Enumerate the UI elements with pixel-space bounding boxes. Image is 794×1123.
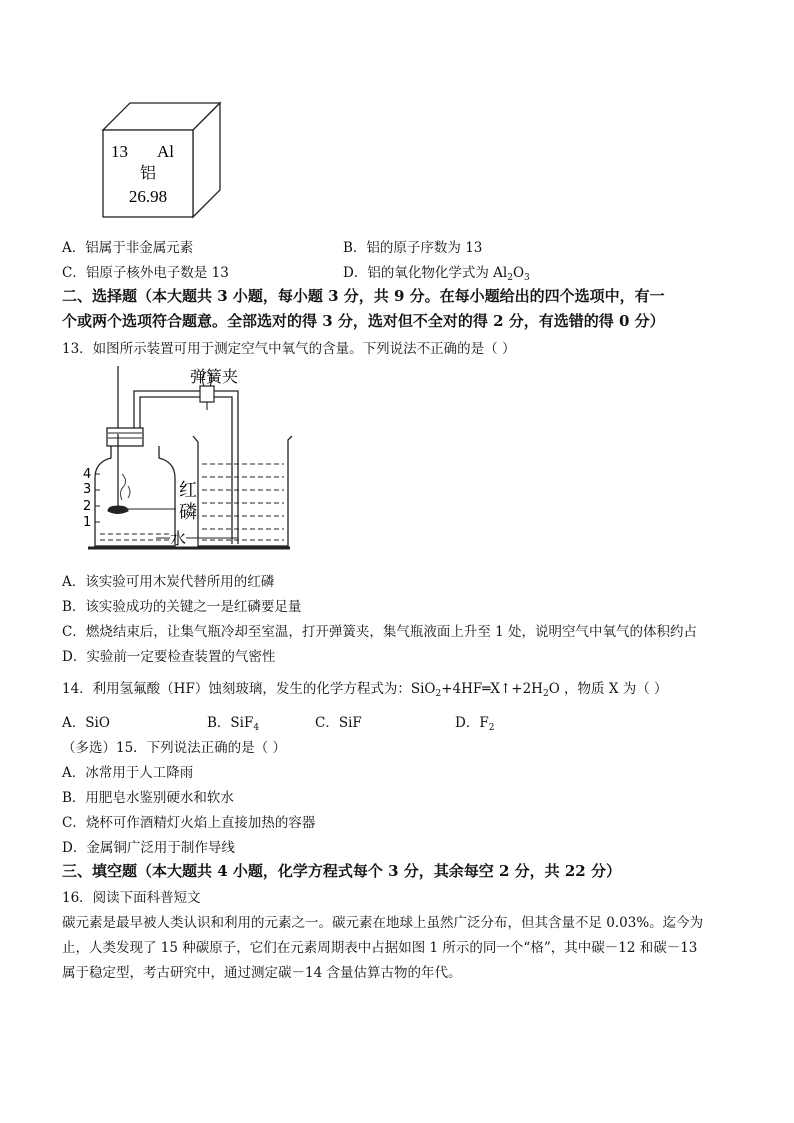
scale-mark-1: 1 (83, 515, 92, 530)
q16-stem: 16．阅读下面科普短文 (62, 890, 201, 906)
q12-option-d: D．铝的氧化物化学式为 $Al_2O_3$ (343, 265, 530, 283)
q12-option-c: C．铝原子核外电子数是 13 (62, 265, 229, 281)
section2-heading-line1: 二、选择题（本大题共 3 小题，每小题 3 分，共 9 分。在每小题给出的四个选项中，有一 (62, 287, 665, 305)
q14-option-b: B．SiF$_4$ (207, 715, 260, 733)
section3-heading: 三、填空题（本大题共 4 小题，化学方程式每个 3 分，其余每空 2 分，共 22 分） (62, 862, 621, 880)
q16-paragraph-line3: 属于稳定型，考古研究中，通过测定碳－14 含量估算古物的年代。 (62, 965, 462, 981)
red-phosphorus-label-1: 红 (179, 480, 197, 501)
q14-stem: 14．利用氢氟酸（HF）蚀刻玻璃，发生的化学方程式为：$SiO_2+4HF═X↑+2H_2O$ ，物质 X 为（ ） (62, 681, 668, 699)
red-phosphorus-label-2: 磷 (179, 502, 197, 523)
q13-option-c: C．燃烧结束后，让集气瓶冷却至室温，打开弹簧夹，集气瓶液面上升至 1 处，说明空气中氧气的体积约占 (62, 624, 697, 640)
q15-option-d: D．金属铜广泛用于制作导线 (62, 840, 235, 856)
scale-mark-4: 4 (83, 467, 92, 482)
scale-mark-2: 2 (83, 499, 92, 514)
q13-option-a: A．该实验可用木炭代替所用的红磷 (62, 574, 275, 590)
water-label: 水 (170, 529, 187, 548)
oxygen-measurement-apparatus (78, 366, 293, 556)
q15-stem: （多选）15．下列说法正确的是（ ） (62, 740, 286, 756)
element-mass: 26.98 (128, 187, 168, 206)
q12-option-b: B．铝的原子序数为 13 (343, 240, 483, 256)
element-number: 13 (111, 142, 128, 161)
q12-option-a: A．铝属于非金属元素 (62, 240, 194, 256)
q16-paragraph-line1: 碳元素是最早被人类认识和利用的元素之一。碳元素在地球上虽然广泛分布，但其含量不足 0.03%。迄今为 (62, 915, 704, 931)
scale-mark-3: 3 (83, 482, 92, 497)
q13-option-b: B．该实验成功的关键之一是红磷要足量 (62, 599, 302, 615)
element-name: 铝 (139, 163, 157, 182)
q16-paragraph-line2: 止，人类发现了 15 种碳原子，它们在元素周期表中占据如图 1 所示的同一个“格”，其中碳－12 和碳－13 (62, 940, 698, 956)
q15-option-b: B．用肥皂水鉴别硬水和软水 (62, 790, 234, 806)
aluminum-element-card (100, 100, 225, 220)
q13-option-d: D．实验前一定要检查装置的气密性 (62, 649, 276, 665)
element-symbol: Al (157, 142, 174, 161)
section2-heading-line2: 个或两个选项符合题意。全部选对的得 3 分，选对但不全对的得 2 分，有选错的得 0 分） (62, 312, 665, 330)
clamp-label: 弹簧夹 (190, 367, 239, 386)
q14-option-a: A．SiO (62, 715, 110, 731)
q13-stem: 13．如图所示装置可用于测定空气中氧气的含量。下列说法不正确的是（ ） (62, 341, 516, 357)
q15-option-a: A．冰常用于人工降雨 (62, 765, 194, 781)
q15-option-c: C．烧杯可作酒精灯火焰上直接加热的容器 (62, 815, 316, 831)
q14-option-d: D．$F_2$ (455, 715, 495, 733)
q14-option-c: C．SiF (315, 715, 362, 731)
